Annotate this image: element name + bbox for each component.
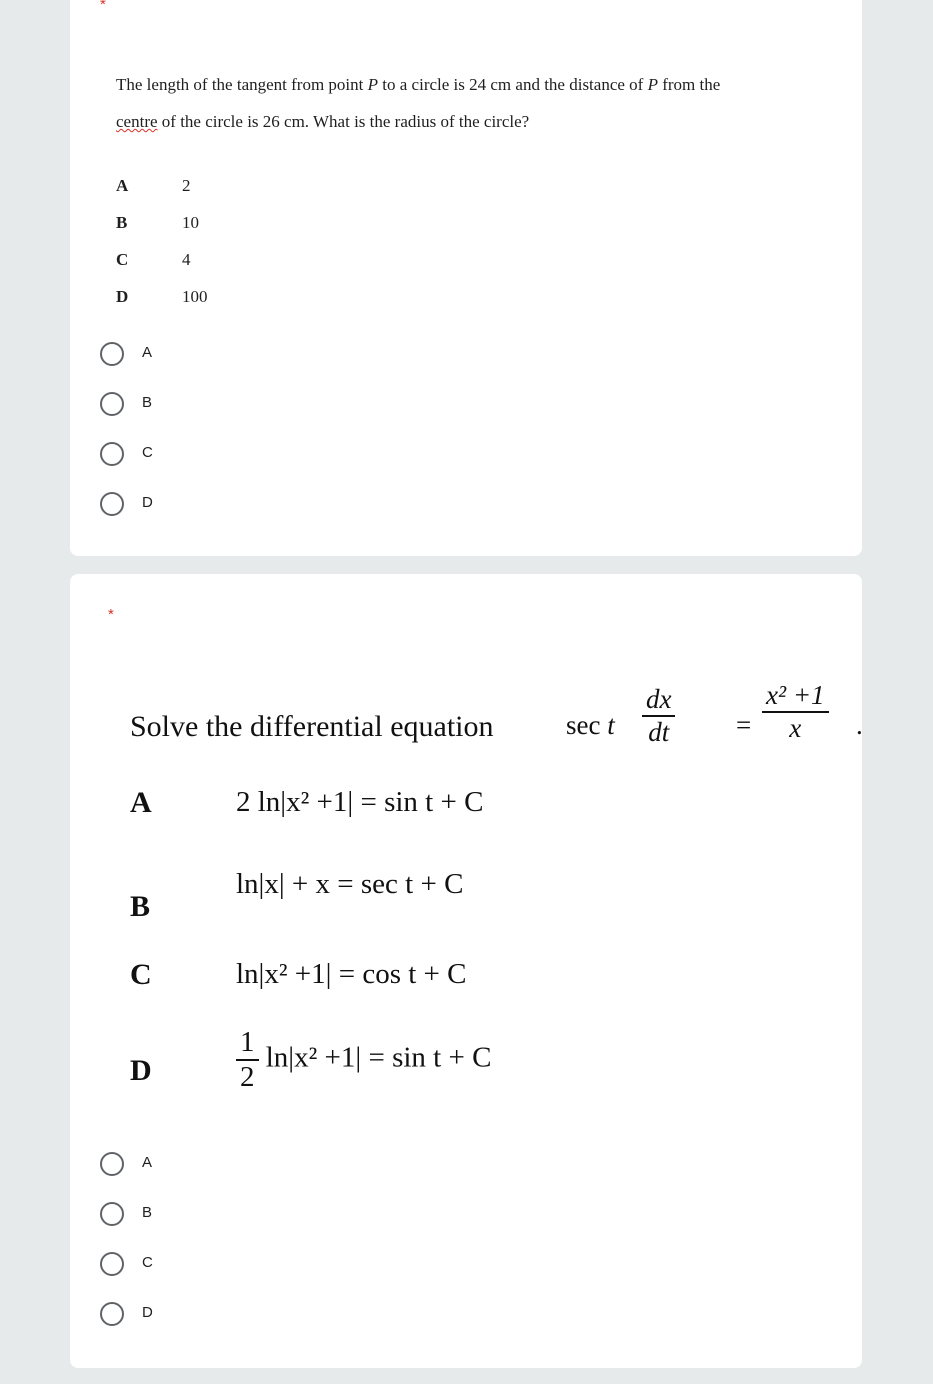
- option-expr-a: 2 ln|x² +1| = sin t + C: [236, 786, 484, 818]
- question-card-2: * Solve the differential equation sec t $\frac{dx}{dt}$ = $\frac{\text{x² +1}}{x}$ . A 2 ln|x² +1| = sin t + C B ln|x| + x = sec t + C C ln|x² +1| = cos t + C D $\frac{1}{2}$ ln|x² +1| = sin t + C A B C D: [70, 574, 862, 1368]
- option-expr-d: $\frac{1}{2}$ ln|x² +1| = sin t + C: [236, 1026, 491, 1094]
- question-text-2: Solve the differential equation sec t $\frac{dx}{dt}$ = $\frac{\text{x² +1}}{x}$ .: [130, 680, 863, 747]
- radio-circle-icon[interactable]: [100, 1302, 124, 1326]
- option-letter-d: D: [130, 1054, 152, 1087]
- required-marker: *: [108, 606, 114, 623]
- option-letter-a: A: [130, 786, 152, 819]
- radio-circle-icon[interactable]: [100, 442, 124, 466]
- radio-circle-icon[interactable]: [100, 492, 124, 516]
- option-expr-c: ln|x² +1| = cos t + C: [236, 958, 467, 990]
- option-letter-c: C: [130, 958, 152, 991]
- radio-circle-icon[interactable]: [100, 1252, 124, 1276]
- rhs-fraction: $\frac{\text{x² +1}}{x}$: [762, 680, 829, 744]
- radio-circle-icon[interactable]: [100, 392, 124, 416]
- required-marker: *: [100, 0, 106, 13]
- derivative-fraction: $\frac{dx}{dt}$: [642, 684, 675, 748]
- option-expr-b: ln|x| + x = sec t + C: [236, 868, 464, 900]
- radio-circle-icon[interactable]: [100, 1202, 124, 1226]
- radio-circle-icon[interactable]: [100, 1152, 124, 1176]
- half-fraction: $\frac{1}{2}$: [236, 1026, 259, 1094]
- equation: sec t: [566, 710, 615, 740]
- radio-circle-icon[interactable]: [100, 342, 124, 366]
- question-text-1: The length of the tangent from point P to a circle is 24 cm and the distance of P from the centre of the circle is 26 cm. What is the radius of the circle?: [116, 75, 721, 131]
- option-letter-b: B: [130, 890, 151, 923]
- question-card-1: * The length of the tangent from point P to a circle is 24 cm and the distance of P from the centre of the circle is 26 cm. What is the radius of the circle? A 2 B 10 C 4 D 100 A B C D: [70, 0, 862, 556]
